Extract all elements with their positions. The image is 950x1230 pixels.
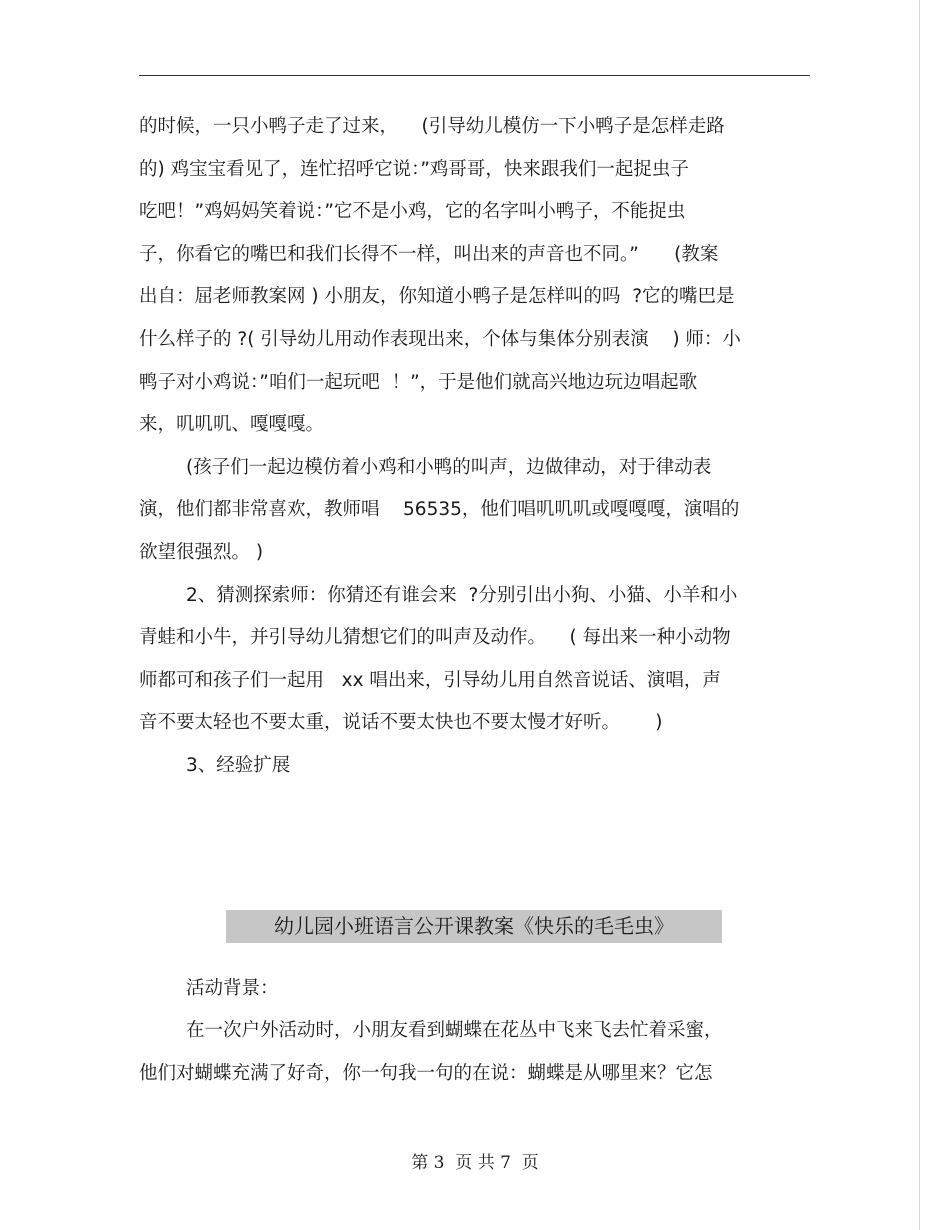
text-line: 鸭子对小鸡说：”咱们一起玩吧 ！”，于是他们就高兴地边玩边唱起歌	[139, 371, 698, 393]
text-line: 什么样子的 ?( 引导幼儿用动作表现出来，个体与集体分别表演 ) 师：小	[139, 328, 741, 350]
page-edge-divider	[919, 0, 920, 1230]
text-line: 2、猜测探索师：你猜还有谁会来 ?分别引出小狗、小猫、小羊和小	[186, 584, 738, 606]
header-rule	[139, 75, 810, 76]
section-spacer	[139, 788, 810, 906]
text-line: 出自：屈老师教案网 ) 小朋友，你知道小鸭子是怎样叫的吗 ?它的嘴巴是	[139, 286, 735, 308]
lesson-title-block	[139, 906, 810, 968]
text-line: 的时候，一只小鸭子走了过来， (引导幼儿模仿一下小鸭子是怎样走路	[139, 116, 725, 137]
text-line: 的) 鸡宝宝看见了，连忙招呼它说：”鸡哥哥，快来跟我们一起捉虫子	[139, 158, 689, 180]
text-line: (孩子们一起边模仿着小鸡和小鸭的叫声，边做律动，对于律动表	[186, 456, 712, 478]
text-line: 师都可和孩子们一起用 xx 唱出来，引导幼儿用自然音说话、演唱，声	[139, 669, 721, 691]
section-heading-experience: 3、经验扩展	[186, 754, 291, 776]
text-line: 在一次户外活动时，小朋友看到蝴蝶在花丛中飞来飞去忙着采蜜，	[186, 1020, 723, 1042]
text-line: 音不要太轻也不要太重，说话不要太快也不要太慢才好听。 )	[139, 712, 663, 734]
text-line: 青蛙和小牛，并引导幼儿猜想它们的叫声及动作。 ( 每出来一种小动物	[139, 627, 731, 649]
text-line: 子，你看它的嘴巴和我们长得不一样，叫出来的声音也不同。” (教案	[139, 243, 719, 265]
paragraph-guess-explore	[139, 575, 810, 745]
text-line: 来，叽叽叽、嘎嘎嘎。	[139, 414, 325, 436]
text-line: 演，他们都非常喜欢，教师唱 56535，他们唱叽叽叽或嘎嘎嘎，演唱的	[139, 499, 740, 521]
text-line: 欲望很强烈。 )	[139, 541, 264, 563]
paragraph-story	[139, 106, 810, 447]
text-line: 他们对蝴蝶充满了好奇，你一句我一句的在说：蝴蝶是从哪里来？它怎	[139, 1062, 713, 1084]
background-label: 活动背景：	[186, 977, 279, 999]
page-number-footer: 第 3 页 共 7 页	[411, 1153, 539, 1173]
paragraph-children-reaction	[139, 447, 810, 575]
paragraph-background	[139, 1010, 810, 1095]
lesson-title: 幼儿园小班语言公开课教案《快乐的毛毛虫》	[226, 910, 722, 943]
document-body	[139, 106, 810, 1095]
text-line: 吃吧！”鸡妈妈笑着说：”它不是小鸡，它的名字叫小鸭子，不能捉虫	[139, 201, 686, 223]
